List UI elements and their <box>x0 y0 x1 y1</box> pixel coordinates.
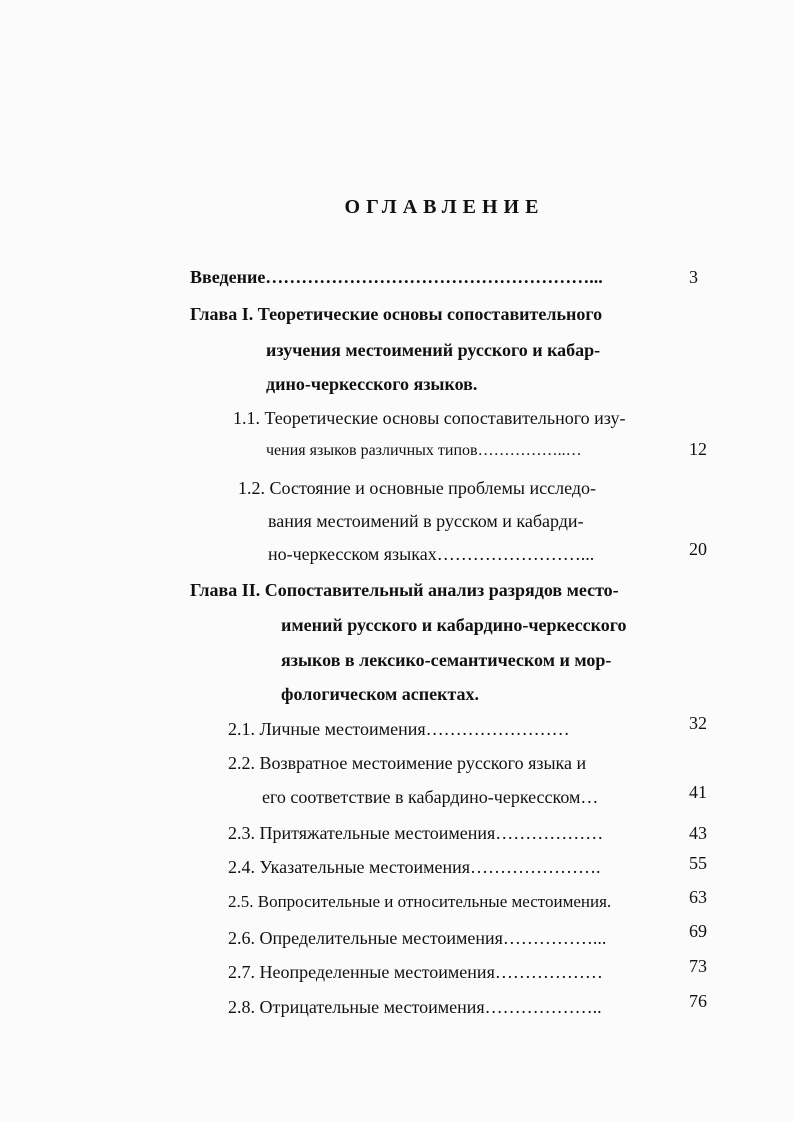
toc-page-number: 41 <box>689 782 707 802</box>
toc-page-number: 69 <box>689 921 707 941</box>
toc-page-number: 76 <box>689 991 707 1011</box>
toc-page-number: 55 <box>689 853 707 873</box>
toc-section-1-1-cont: чения языков различных типов……………..… <box>266 442 582 459</box>
toc-section-2-3: 2.3. Притяжательные местоимения……………… <box>228 823 604 843</box>
toc-entry-intro: Введение………………………………………………... <box>190 267 603 287</box>
toc-chapter-2-title: Глава II. Сопоставительный анализ разрядов место- <box>190 580 619 600</box>
toc-section-1-1: 1.1. Теоретические основы сопоставительного изу- <box>233 408 626 428</box>
toc-page-number: 12 <box>689 439 707 459</box>
toc-page-number: 32 <box>689 713 707 733</box>
toc-section-2-8: 2.8. Отрицательные местоимения……………….. <box>228 997 602 1017</box>
toc-chapter-2-title-cont: фологическом аспектах. <box>281 684 480 704</box>
toc-section-2-5: 2.5. Вопросительные и относительные местоимения. <box>228 892 612 911</box>
toc-section-2-1: 2.1. Личные местоимения…………………… <box>228 719 570 739</box>
page-title: ОГЛАВЛЕНИЕ <box>344 196 545 218</box>
toc-section-1-2-cont: вания местоимений в русском и кабарди- <box>268 511 584 531</box>
toc-page-number: 73 <box>689 956 707 976</box>
toc-chapter-1-title-cont: дино-черкесского языков. <box>266 374 478 394</box>
toc-section-1-2: 1.2. Состояние и основные проблемы исследо- <box>238 478 596 498</box>
toc-page-number: 3 <box>689 267 698 287</box>
toc-chapter-1-title-cont: изучения местоимений русского и кабар- <box>266 340 601 360</box>
toc-section-2-4: 2.4. Указательные местоимения…………………. <box>228 857 601 877</box>
toc-section-2-2: 2.2. Возвратное местоимение русского языка и <box>228 753 587 773</box>
toc-section-2-7: 2.7. Неопределенные местоимения……………… <box>228 962 603 982</box>
toc-section-2-2-cont: его соответствие в кабардино-черкесском… <box>262 787 599 807</box>
toc-section-2-6: 2.6. Определительные местоимения……………... <box>228 928 607 948</box>
toc-page-number: 43 <box>689 823 707 843</box>
toc-page-number: 20 <box>689 539 707 559</box>
toc-page-number: 63 <box>689 887 707 907</box>
toc-chapter-2-title-cont: имений русского и кабардино-черкесского <box>281 615 627 635</box>
toc-chapter-1-title: Глава I. Теоретические основы сопоставительного <box>190 304 603 324</box>
toc-section-1-2-cont: но-черкесском языках……………………... <box>268 544 595 564</box>
toc-chapter-2-title-cont: языков в лексико-семантическом и мор- <box>281 650 612 670</box>
